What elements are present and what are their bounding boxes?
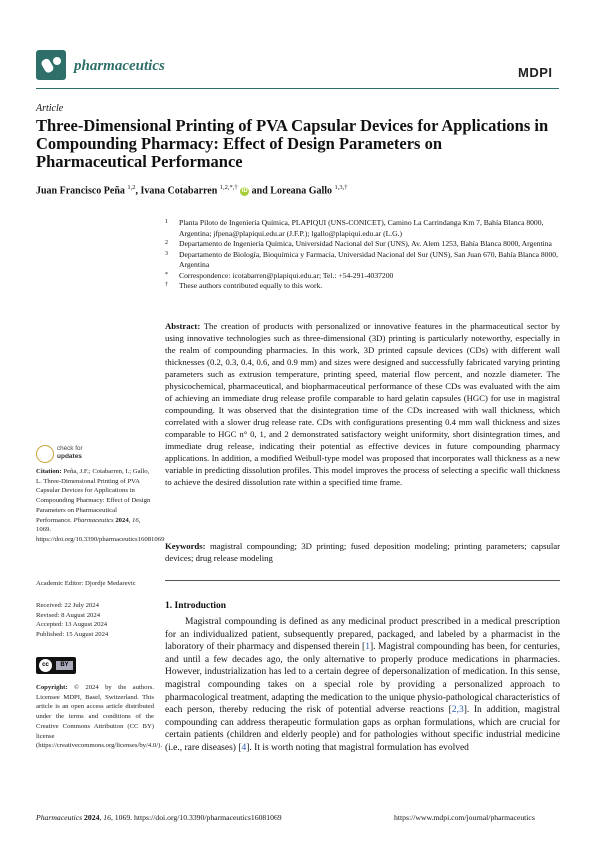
- check-updates-line2: updates: [57, 453, 82, 460]
- check-for-updates-badge[interactable]: [36, 445, 92, 465]
- mdpi-logo[interactable]: [518, 63, 558, 81]
- author-name[interactable]: Loreana Gallo: [270, 185, 333, 197]
- author-affiliation-marks: 1,2,*,†: [219, 184, 238, 191]
- accepted-date: Accepted: 13 August 2024: [36, 621, 108, 629]
- published-date: Published: 15 August 2024: [36, 631, 109, 639]
- abstract-label: Abstract:: [165, 321, 201, 331]
- citation-volume: 16: [132, 516, 139, 524]
- correspondence-text[interactable]: Correspondence: icotabarren@plapiqui.edu.ar; Tel.: +54-291-4037200: [179, 270, 394, 280]
- intro-text: Magistral compounding is defined as any medicinal product prescribed in a medical prescription for an individualized patient, subsequently prepared, packaged, and labeled by a pharmacist in the laboratory of their pharmacy and dispensed therein [: [165, 617, 560, 653]
- affiliation-item: [165, 239, 560, 250]
- affiliation-marker: 2: [165, 240, 168, 246]
- affiliation-text: Planta Piloto de Ingeniería Química, PLAPIQUI (UNS-CONICET), Camino La Carrindanga Km 7, Bahía Blanca 8000, Argentina; jfpena@plapiqui.edu.ar (J.F.P.); lgallo@plapiqui.edu.ar (L.G.): [179, 218, 544, 238]
- footer-volume: 16: [103, 813, 111, 822]
- copyright-text: © 2024 by the authors. Licensee MDPI, Basel, Switzerland. This article is an open access article distributed under the terms and conditions of the Creative Commons Attribution (CC BY) license (https://creativecommons.org/licenses/by/4.0/).: [36, 684, 162, 750]
- affiliation-text: Departamento de Ingeniería Química, Universidad Nacional del Sur (UNS), Av. Alem 1253, Bahía Blanca 8000, Argentina: [179, 239, 552, 248]
- keywords: [165, 540, 560, 564]
- intro-text: ]. In addition, magistral compounding can address therapeutic formulation gaps as orphan formulations, which are crucial for certain patients (children and elderly people) and for pathologies without specific industrial medicine (i.e., rare diseases) [: [165, 705, 560, 753]
- abstract-text: The creation of products with personalized or innovative features in the pharmaceutical sector by using innovative technologies such as three-dimensional (3D) printing is particularly noteworthy, especially in the realm of compounding pharmacies. In this work, 3D printed capsule devices (CDs) with different wall thicknesses (0.2, 0.3, 0.4, 0.6, and 0.9 mm) and sizes were designed and successfully fabricated varying printing parameters such as extrusion temperature, printing speed, material flow percent, and nozzle diameter. The physicochemical, pharmaceutical, and biopharmaceutical performance of these CDs was evaluated with the aim of achieving an immediate drug release profile comparable to hard gelatin capsules (HGC) for use in magistral compounding. It was observed that the disintegration time of the CDs increased with wall thickness, which correlated with a slower drug release rate. CDs with configurations presenting 0.4 mm wall thickness and sizes comparable to HGC n° 0, 1, and 2 demonstrated satisfactory weight uniformity, short disintegration times, and immediate drug release, indicating their potential as effective devices in future compounding pharmacy applications. In addition, a modified Weibull-type model was proposed that incorporates wall thickness as a new variable in predicting dissolution profiles. This model improves the process of selecting a specific wall thickness to achieve the desired dissolution rate within a specified time frame.: [165, 321, 560, 487]
- by-icon: BY: [56, 661, 73, 670]
- citation-year: 2024: [115, 516, 129, 524]
- citation-text: Peña, J.F.; Cotabarren, I.; Gallo, L. Three-Dimensional Printing of PVA Capsular Devices for Applications in Compounding Pharmacy: Effect of Design Parameters on Pharmaceutical Performance.: [36, 468, 151, 524]
- revised-date: Revised: 8 August 2024: [36, 611, 101, 619]
- journal-logo: [36, 50, 66, 80]
- author-name[interactable]: Ivana Cotabarren: [140, 185, 218, 197]
- header-divider: [36, 88, 559, 89]
- publication-dates: [36, 601, 154, 640]
- affiliation-item: [165, 271, 560, 282]
- copyright-block: [36, 683, 162, 751]
- journal-name[interactable]: pharmaceutics: [74, 58, 165, 74]
- reference-link[interactable]: 1: [365, 642, 370, 653]
- intro-paragraph: [165, 616, 560, 755]
- cc-icon: cc: [39, 659, 52, 672]
- author-affiliation-marks: 1,3,†: [334, 184, 348, 191]
- footer-year: 2024: [84, 813, 100, 822]
- affiliation-marker: 3: [165, 250, 168, 257]
- affiliation-text: Departamento de Biología, Bioquímica y Farmacia, Universidad Nacional del Sur (UNS), San Juan 670, Bahía Blanca 8000, Argentina: [179, 249, 558, 269]
- cc-by-license-icon[interactable]: [36, 657, 76, 674]
- reference-link[interactable]: 4: [241, 742, 247, 753]
- check-updates-icon: [36, 445, 54, 463]
- author-affiliation-marks: 1,2: [127, 184, 136, 191]
- section-divider: [165, 580, 560, 581]
- affiliation-item: [165, 218, 560, 239]
- author-name[interactable]: Juan Francisco Peña: [36, 185, 125, 197]
- affiliation-item: [165, 250, 560, 271]
- abstract: [165, 320, 560, 488]
- intro-text: ]. Magistral compounding has been, for centuries, and until a few decades ago, the only alternative to properly produce medications in pharmacies. However, industrialization has led to a certain degree of depersonalization of medication. In this sense, magistral compounding takes on a special role by providing a personalized approach to pharmacological treatment, adapting the medication to the unique physio-pathological characteristics of each person, thereby reducing the risk of potential adverse reactions [: [165, 642, 560, 716]
- footer-journal: Pharmaceutics: [36, 813, 83, 822]
- intro-text: ]. It is worth noting that magistral formulation has evolved: [246, 742, 469, 753]
- footer-journal-url[interactable]: https://www.mdpi.com/journal/pharmaceutics: [394, 813, 535, 822]
- author-list: [36, 184, 348, 196]
- affiliation-item: [165, 281, 560, 292]
- copyright-label: Copyright:: [36, 684, 68, 691]
- citation-label: Citation:: [36, 468, 62, 475]
- orcid-icon[interactable]: iD: [241, 187, 248, 194]
- affiliations: [165, 218, 560, 292]
- footer-citation: Pharmaceutics 2024, 16, 1069. https://doi.org/10.3390/pharmaceutics16081069: [36, 813, 282, 822]
- citation-doi[interactable]: , 1069. https://doi.org/10.3390/pharmaceutics16081069: [36, 516, 165, 543]
- academic-editor: Academic Editor: Djordje Medarevic: [36, 580, 136, 587]
- check-updates-line1: check for: [57, 445, 83, 452]
- keywords-text: magistral compounding; 3D printing; fused deposition modeling; printing parameters; capsular devices; drug release modeling: [165, 541, 560, 563]
- mdpi-logo-text: MDPI: [518, 65, 553, 80]
- author-separator: and: [249, 185, 271, 197]
- citation-journal: Pharmaceutics: [73, 516, 114, 524]
- reference-link[interactable]: 2,3: [451, 705, 464, 716]
- footer-doi[interactable]: , 1069. https://doi.org/10.3390/pharmaceutics16081069: [110, 813, 282, 822]
- pharmaceutics-logo-icon: [36, 50, 66, 80]
- author-separator: ,: [135, 185, 141, 197]
- affiliation-marker: *: [165, 271, 168, 278]
- equal-contribution-note: These authors contributed equally to this work.: [179, 281, 323, 290]
- section-heading: 1. Introduction: [165, 601, 227, 611]
- citation-block: Citation: Peña, J.F.; Cotabarren, I.; Gallo, L. Three-Dimensional Printing of PVA Capsular Devices for Applications in Compounding Pharmacy: Effect of Design Parameters on Pharmaceutical Performance. Pharmaceutics 2024, 16, 1069. https://doi.org/10.3390/pharmaceutics16081069: [36, 468, 165, 543]
- received-date: Received: 22 July 2024: [36, 602, 99, 609]
- article-type: Article: [36, 103, 64, 114]
- affiliation-marker: †: [165, 282, 168, 288]
- affiliation-marker: 1: [165, 219, 168, 225]
- keywords-label: Keywords:: [165, 541, 206, 551]
- article-title: Three-Dimensional Printing of PVA Capsular Devices for Applications in Compounding Pharmacy: Effect of Design Parameters on Pharmaceutical Performance: [36, 116, 549, 171]
